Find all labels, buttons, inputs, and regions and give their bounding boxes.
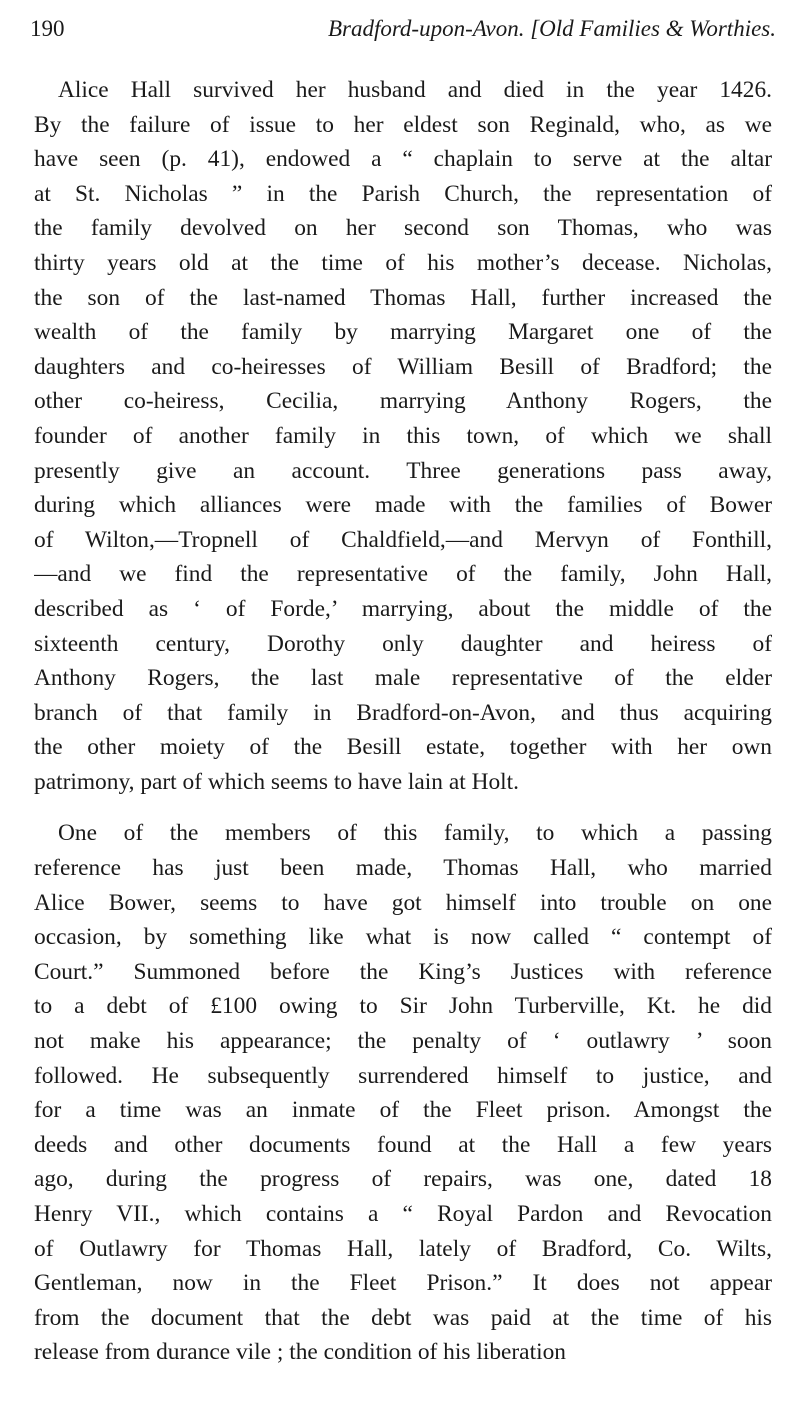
text-line: Alice Bower, seems to have got himself into trouble on one xyxy=(34,889,772,916)
text-line: to a debt of £100 owing to Sir John Turberville, Kt. he did xyxy=(34,993,772,1020)
text-line: at St. Nicholas ” in the Parish Church, the representation of xyxy=(34,180,772,207)
text-line: sixteenth century, Dorothy only daughter and heiress of xyxy=(34,630,772,657)
text-line: for a time was an inmate of the Fleet prison. Amongst the xyxy=(34,1097,772,1124)
text-line: daughters and co-heiresses of William Besill of Bradford; the xyxy=(34,353,772,380)
text-line: presently give an account. Three generations pass away, xyxy=(34,457,772,484)
text-line: thirty years old at the time of his mother’s decease. Nicholas, xyxy=(34,249,772,276)
text-line: occasion, by something like what is now called “ contempt of xyxy=(34,924,772,951)
text-line: wealth of the family by marrying Margaret one of the xyxy=(34,319,772,346)
text-line: Henry VII., which contains a “ Royal Pardon and Revocation xyxy=(34,1201,772,1227)
text-line: patrimony, part of which seems to have lain at Holt. xyxy=(34,768,520,795)
page-number: 190 xyxy=(30,16,65,41)
text-line: Anthony Rogers, the last male representative of the elder xyxy=(34,665,772,692)
text-line: of Wilton,—Tropnell of Chaldfield,—and Mervyn of Fonthill, xyxy=(34,526,772,553)
text-line: Alice Hall survived her husband and died in the year 1426. xyxy=(58,77,772,103)
text-line: —and we find the representative of the family, John Hall, xyxy=(34,561,772,588)
text-line: the son of the last-named Thomas Hall, further increased the xyxy=(34,284,772,311)
text-line: reference has just been made, Thomas Hall, who married xyxy=(34,855,772,882)
running-title: Bradford-upon-Avon. [Old Families & Worthies. xyxy=(327,16,776,41)
paragraph-1 xyxy=(34,73,772,799)
paragraph-2 xyxy=(34,816,772,1370)
text-line: branch of that family in Bradford-on-Avon, and thus acquiring xyxy=(34,699,772,726)
text-line: not make his appearance; the penalty of ‘ outlawry ’ soon xyxy=(34,1028,772,1055)
page-header xyxy=(30,12,776,46)
text-line: Court.” Summoned before the King’s Justices with reference xyxy=(34,958,772,985)
text-line: founder of another family in this town, of which we shall xyxy=(34,422,772,449)
text-line: followed. He subsequently surrendered himself to justice, and xyxy=(34,1062,772,1089)
text-line: the other moiety of the Besill estate, together with her own xyxy=(34,734,772,761)
text-line: described as ‘ of Forde,’ marrying, about the middle of the xyxy=(34,595,772,622)
text-line: ago, during the progress of repairs, was one, dated 18 xyxy=(34,1166,772,1193)
text-line: One of the members of this family, to which a passing xyxy=(58,820,772,847)
text-line: By the failure of issue to her eldest son Reginald, who, as we xyxy=(34,111,772,138)
text-line: release from durance vile ; the condition of his liberation xyxy=(34,1339,566,1366)
text-line: have seen (p. 41), endowed a “ chaplain to serve at the altar xyxy=(34,146,772,173)
body-text xyxy=(34,73,772,1370)
text-line: of Outlawry for Thomas Hall, lately of Bradford, Co. Wilts, xyxy=(34,1235,772,1262)
text-line: Gentleman, now in the Fleet Prison.” It does not appear xyxy=(34,1270,772,1297)
text-line: deeds and other documents found at the Hall a few years xyxy=(34,1131,772,1158)
text-line: during which alliances were made with the families of Bower xyxy=(34,492,772,519)
text-line: other co-heiress, Cecilia, marrying Anthony Rogers, the xyxy=(34,388,772,415)
text-line: from the document that the debt was paid at the time of his xyxy=(34,1304,772,1331)
text-line: the family devolved on her second son Thomas, who was xyxy=(34,215,772,242)
